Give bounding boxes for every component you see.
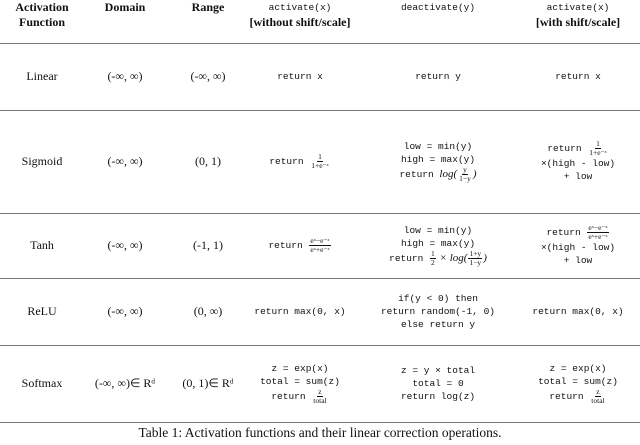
code-text: return bbox=[271, 391, 312, 402]
code-text: z = exp(x) bbox=[549, 363, 607, 374]
code-line bbox=[277, 70, 323, 83]
math-text: ) bbox=[483, 252, 487, 264]
code-line bbox=[549, 388, 606, 405]
math-text: ) bbox=[472, 168, 477, 180]
code-text: return bbox=[546, 227, 587, 238]
column-header bbox=[2, 0, 82, 43]
code-text: return log(z) bbox=[400, 391, 476, 402]
fraction bbox=[310, 153, 329, 170]
math-text: log( bbox=[439, 168, 458, 180]
column-header bbox=[166, 0, 250, 43]
code-cell bbox=[513, 213, 640, 278]
code-line bbox=[541, 157, 615, 170]
range: (0, 1) bbox=[195, 154, 221, 168]
code-line bbox=[415, 70, 461, 83]
denominator: total bbox=[313, 396, 327, 405]
fraction bbox=[458, 166, 472, 183]
denominator: total bbox=[591, 396, 605, 405]
code-text: return random(-1, 0) bbox=[380, 306, 496, 317]
fraction bbox=[312, 388, 327, 405]
row-divider bbox=[0, 422, 640, 423]
numerator: 1 bbox=[431, 249, 435, 258]
code-text: total = sum(z) bbox=[260, 376, 340, 387]
range: (-∞, ∞) bbox=[190, 69, 226, 83]
code-cell bbox=[513, 110, 640, 213]
header-line: Domain bbox=[104, 0, 146, 14]
code-cell bbox=[513, 278, 640, 345]
header-line: Activation bbox=[15, 0, 69, 14]
code-cell bbox=[240, 110, 360, 213]
code-cell bbox=[363, 345, 513, 422]
function-name: ReLU bbox=[27, 304, 57, 318]
code-text: total = 0 bbox=[412, 378, 464, 389]
header-line: activate(x) bbox=[268, 2, 332, 13]
code-text: + low bbox=[563, 171, 593, 182]
code-line bbox=[546, 224, 609, 241]
code-text: return x bbox=[555, 71, 601, 82]
numerator: 1 bbox=[596, 139, 600, 148]
code-text: if(y < 0) then bbox=[398, 293, 478, 304]
domain: (-∞, ∞) bbox=[107, 69, 143, 83]
numerator: y bbox=[463, 165, 467, 174]
domain: (-∞, ∞) bbox=[107, 238, 143, 252]
code-text: return bbox=[399, 169, 440, 180]
code-text: return max(0, x) bbox=[532, 306, 624, 317]
numerator: 1+y bbox=[469, 249, 482, 258]
numerator: z bbox=[318, 387, 322, 396]
column-header bbox=[363, 0, 513, 43]
denominator: eˣ+e⁻ˣ bbox=[310, 245, 330, 254]
code-text: return bbox=[549, 391, 590, 402]
table-caption: Table 1: Activation functions and their linear correction operations. bbox=[138, 425, 502, 440]
code-line bbox=[549, 362, 606, 375]
code-line bbox=[389, 250, 487, 267]
domain: (-∞, ∞)∈ Rᵈ bbox=[94, 376, 156, 390]
denominator: 1+e⁻ˣ bbox=[589, 148, 607, 157]
code-line bbox=[564, 170, 593, 183]
code-text: + low bbox=[563, 255, 593, 266]
column-header bbox=[83, 0, 167, 43]
code-cell bbox=[513, 43, 640, 110]
domain: (-∞, ∞) bbox=[107, 304, 143, 318]
function-name: Tanh bbox=[30, 238, 54, 252]
column-header bbox=[240, 0, 360, 43]
code-text: return bbox=[547, 143, 588, 154]
code-text: return bbox=[268, 240, 309, 251]
fraction bbox=[590, 388, 605, 405]
column-header bbox=[513, 0, 640, 43]
code-line bbox=[401, 318, 475, 331]
fraction bbox=[588, 140, 607, 157]
code-text: ×(high - low) bbox=[540, 242, 616, 253]
code-line bbox=[271, 388, 328, 405]
code-text: high = max(y) bbox=[400, 154, 476, 165]
code-line bbox=[260, 375, 340, 388]
code-line bbox=[564, 254, 593, 267]
math-text: × log( bbox=[436, 252, 468, 264]
denominator: 1−y bbox=[469, 258, 482, 267]
denominator: 1−y bbox=[459, 174, 471, 183]
code-line bbox=[399, 166, 476, 183]
code-text: return bbox=[389, 253, 430, 264]
function-name: Sigmoid bbox=[21, 154, 63, 168]
code-text: ×(high - low) bbox=[540, 158, 616, 169]
function-name: Linear bbox=[26, 69, 58, 83]
code-cell bbox=[363, 43, 513, 110]
code-text: return x bbox=[277, 71, 323, 82]
header-line: Range bbox=[191, 0, 225, 14]
code-line bbox=[404, 140, 472, 153]
code-line bbox=[401, 364, 475, 377]
numerator: z bbox=[596, 387, 600, 396]
denominator: 1+e⁻ˣ bbox=[311, 161, 329, 170]
code-text: return y bbox=[415, 71, 461, 82]
range: (-1, 1) bbox=[193, 238, 223, 252]
code-line bbox=[269, 153, 330, 170]
code-text: high = max(y) bbox=[400, 238, 476, 249]
range: (0, ∞) bbox=[193, 304, 223, 318]
code-text: low = min(y) bbox=[403, 141, 473, 152]
header-line: [without shift/scale] bbox=[249, 15, 351, 29]
header-line: activate(x) bbox=[546, 2, 610, 13]
fraction bbox=[468, 250, 482, 267]
code-line bbox=[547, 140, 608, 157]
code-line bbox=[538, 375, 618, 388]
code-text: else return y bbox=[400, 319, 476, 330]
code-line bbox=[398, 292, 478, 305]
code-line bbox=[412, 377, 463, 390]
code-line bbox=[254, 305, 345, 318]
code-text: return max(0, x) bbox=[254, 306, 346, 317]
code-line bbox=[555, 70, 601, 83]
code-cell bbox=[240, 345, 360, 422]
code-line bbox=[404, 224, 472, 237]
code-line bbox=[532, 305, 623, 318]
fraction bbox=[309, 237, 330, 254]
denominator: eˣ+e⁻ˣ bbox=[588, 232, 608, 241]
domain: (-∞, ∞) bbox=[107, 154, 143, 168]
fraction bbox=[430, 250, 436, 267]
code-text: total = sum(z) bbox=[538, 376, 618, 387]
code-text: low = min(y) bbox=[403, 225, 473, 236]
code-cell bbox=[363, 278, 513, 345]
numerator: eˣ−e⁻ˣ bbox=[310, 236, 330, 245]
code-cell bbox=[513, 345, 640, 422]
range: (0, 1)∈ Rᵈ bbox=[182, 376, 234, 390]
denominator: 2 bbox=[431, 258, 435, 267]
code-cell bbox=[240, 43, 360, 110]
numerator: eˣ−e⁻ˣ bbox=[588, 223, 608, 232]
code-cell bbox=[363, 110, 513, 213]
function-name: Softmax bbox=[21, 376, 63, 390]
fraction bbox=[587, 224, 608, 241]
code-line bbox=[401, 237, 475, 250]
numerator: 1 bbox=[318, 152, 322, 161]
code-text: z = y × total bbox=[400, 365, 476, 376]
code-line bbox=[541, 241, 615, 254]
code-line bbox=[271, 362, 328, 375]
code-text: z = exp(x) bbox=[271, 363, 329, 374]
code-line bbox=[401, 390, 475, 403]
code-cell bbox=[240, 213, 360, 278]
code-line bbox=[381, 305, 495, 318]
header-line: Function bbox=[18, 15, 65, 29]
code-line bbox=[268, 237, 331, 254]
code-cell bbox=[240, 278, 360, 345]
code-cell bbox=[363, 213, 513, 278]
code-text: return bbox=[269, 156, 310, 167]
header-line: [with shift/scale] bbox=[535, 15, 621, 29]
header-line: deactivate(y) bbox=[400, 2, 476, 13]
